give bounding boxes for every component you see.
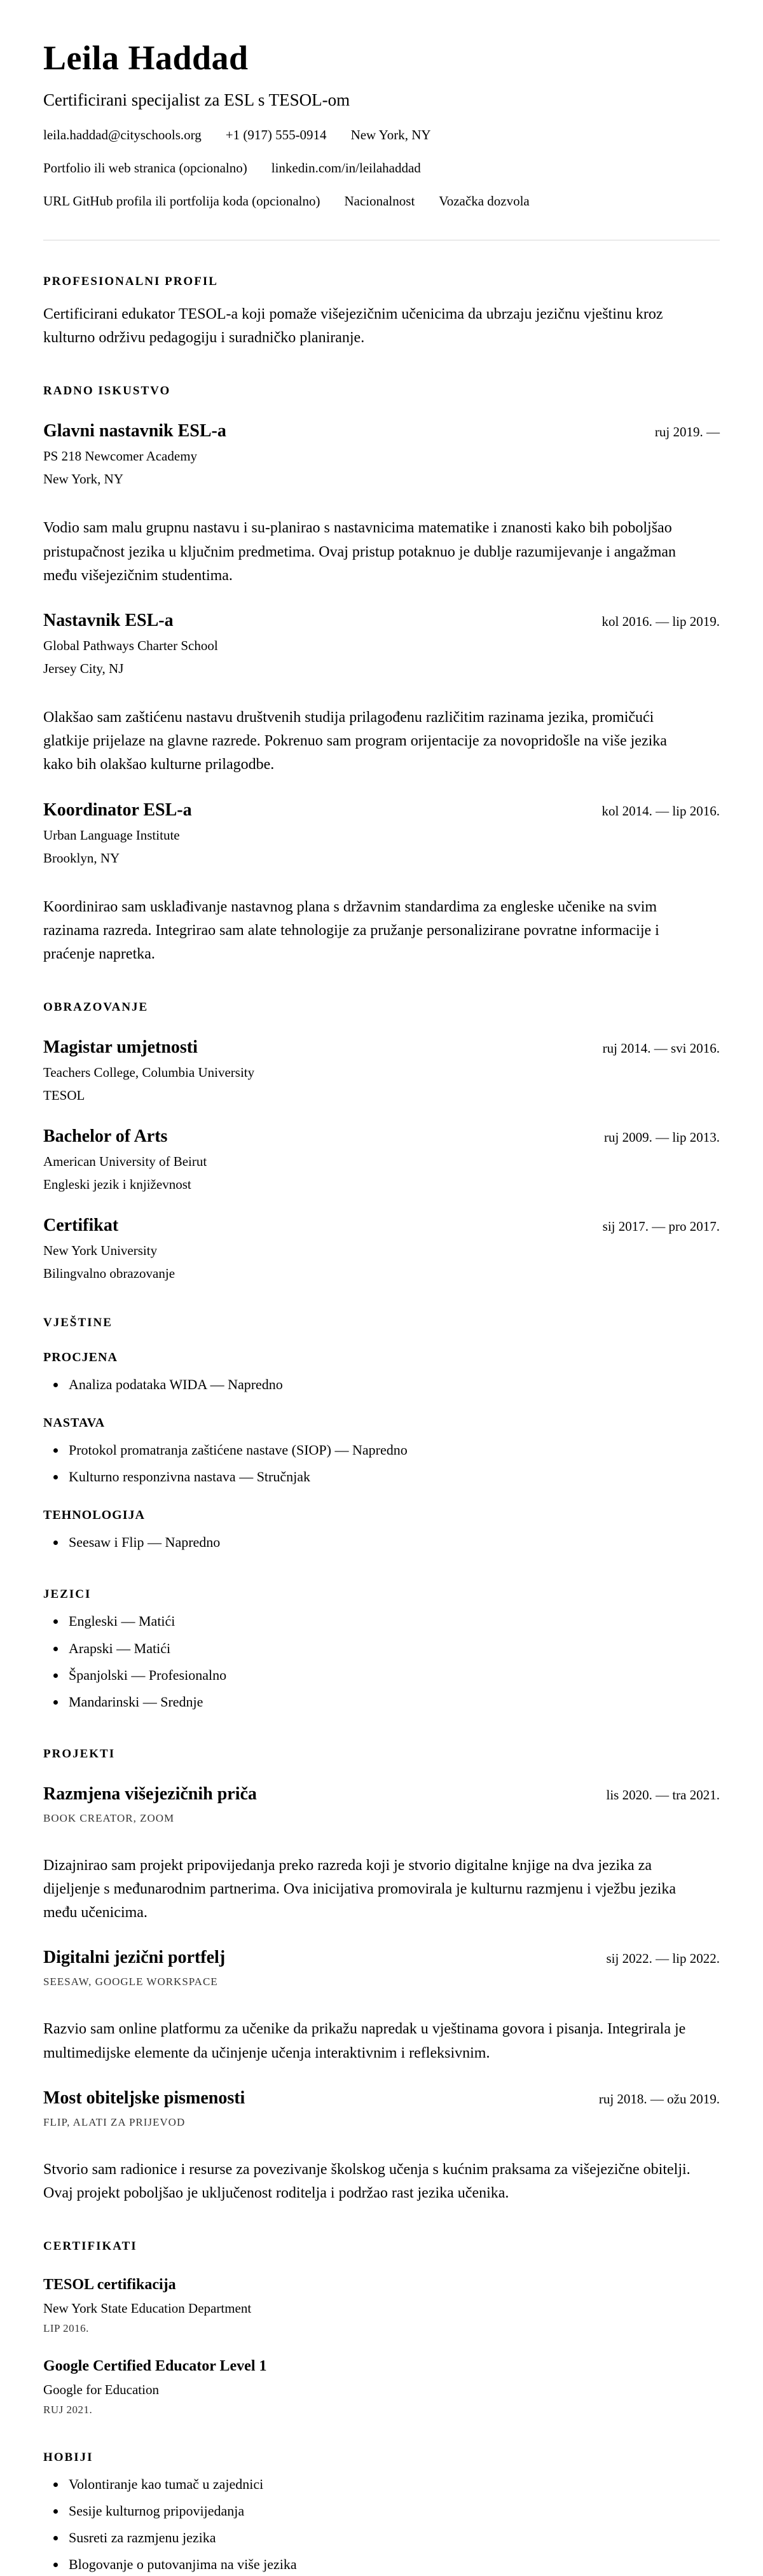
experience-item: [43, 800, 720, 967]
skill-list: [43, 1374, 720, 1395]
job-date-range: kol 2014. — lip 2016.: [601, 803, 720, 819]
education-item-header: [43, 1215, 720, 1236]
certificate-item: [43, 2276, 720, 2335]
experience-item-header: [43, 800, 720, 821]
project-item: [43, 2088, 720, 2205]
education-item: [43, 1215, 720, 1282]
project-item-header: [43, 1784, 720, 1804]
contact-nationality-placeholder: Nacionalnost: [344, 193, 415, 209]
section-hobbies: [43, 2451, 720, 2575]
contact-row-3: [43, 193, 720, 209]
experience-item-header: [43, 421, 720, 441]
job-location: Brooklyn, NY: [43, 850, 120, 866]
project-description: Razvio sam online platformu za učenike da prikažu napredak u vještinama govora i pisanja. Integrirala je multimedijske elemente da učinjenje učenja interaktivnim i refleksivnim.: [43, 2021, 686, 2061]
project-tools: FLIP, ALATI ZA PRIJEVOD: [43, 2116, 186, 2128]
job-description: Vodio sam malu grupnu nastavu i su-planirao s nastavnicima matematike i znanosti kako bih poboljšao pristupačnost jezika u ključnim predmetima. Ovaj pristup potaknuo je dublje razumijevanje i angažman među višejezičnim studentima.: [43, 520, 677, 584]
education-field: Engleski jezik i književnost: [43, 1177, 191, 1193]
project-description: Dizajnirao sam projekt pripovijedanja preko razreda koji je stvorio digitalne knjige na dva jezika za dijeljenje s međunarodnim partnerima. Ova inicijativa promovirala je kulturnu razmjenu i vježbu jezika među učenicima.: [43, 1857, 676, 1922]
education-date-range: ruj 2014. — svi 2016.: [602, 1041, 720, 1056]
project-date-range: sij 2022. — lip 2022.: [606, 1951, 720, 1967]
hobby-item: • Susreti za razmjenu jezika: [66, 2527, 720, 2549]
hobby-item: • Blogovanje o putovanjima na više jezika: [66, 2554, 720, 2575]
skill-group-name: TEHNOLOGIJA: [43, 1508, 145, 1523]
education-item: [43, 1126, 720, 1193]
job-title: Koordinator ESL-a: [43, 800, 192, 820]
project-date-range: lis 2020. — tra 2021.: [606, 1787, 720, 1803]
section-heading-skills: VJEŠTINE: [43, 1316, 113, 1330]
resume-header: [43, 38, 720, 209]
hobby-item: • Volontiranje kao tumač u zajednici: [66, 2474, 720, 2495]
degree-title: Certifikat: [43, 1215, 119, 1236]
skill-item: • Analiza podataka WIDA — Napredno: [66, 1374, 720, 1395]
job-date-range: ruj 2019. —: [654, 424, 720, 440]
project-item: [43, 1948, 720, 2065]
skill-item: • Seesaw i Flip — Napredno: [66, 1532, 720, 1553]
skill-group-name: PROCJENA: [43, 1350, 118, 1365]
project-title: Razmjena višejezičnih priča: [43, 1783, 257, 1804]
section-profile: [43, 275, 720, 350]
section-experience: [43, 384, 720, 966]
job-description: Olakšao sam zaštićenu nastavu društvenih studija prilagođenu različitim razinama jezika, promičući glatkije prijelaze na glavne razrede. Pokrenuo sam program orijentacije za novopridošle na više jezika kako bih olakšao kulturne prilagodbe.: [43, 709, 667, 773]
section-projects: [43, 1747, 720, 2205]
section-heading-profile: PROFESIONALNI PROFIL: [43, 275, 218, 288]
project-description: Stvorio sam radionice i resurse za povezivanje školskog učenja s kućnim praksama za višejezične obitelji. Ovaj projekt poboljšao je uključenost roditelja i podržao rast jezika učenika.: [43, 2161, 691, 2201]
project-tools: SEESAW, GOOGLE WORKSPACE: [43, 1976, 218, 1988]
section-heading-certificates: CERTIFIKATI: [43, 2240, 137, 2254]
contact-linkedin: linkedin.com/in/leilahaddad: [271, 160, 421, 176]
skill-item: • Protokol promatranja zaštićene nastave (SIOP) — Napredno: [66, 1439, 720, 1461]
section-skills: [43, 1316, 720, 1553]
profile-text: Certificirani edukator TESOL-a koji pomaže višejezičnim učenicima da ubrzaju jezičnu vještinu kroz kulturno održivu pedagogiju i suradničko planiranje.: [43, 306, 663, 347]
education-field: Bilingvalno obrazovanje: [43, 1266, 175, 1282]
section-heading-hobbies: HOBIJI: [43, 2451, 93, 2465]
job-date-range: kol 2016. — lip 2019.: [601, 613, 720, 629]
contact-phone: +1 (917) 555-0914: [225, 127, 327, 142]
education-item-header: [43, 1126, 720, 1147]
contact-location: New York, NY: [350, 127, 431, 142]
language-list: [43, 1610, 720, 1712]
person-job-title: Certificirani specijalist za ESL s TESOL-om: [43, 90, 350, 109]
job-location: New York, NY: [43, 471, 124, 487]
language-item: • Mandarinski — Srednje: [66, 1691, 720, 1713]
language-item: • Arapski — Matići: [66, 1638, 720, 1659]
contact-portfolio-placeholder: Portfolio ili web stranica (opcionalno): [43, 160, 247, 176]
education-date-range: sij 2017. — pro 2017.: [602, 1219, 720, 1235]
certificate-date: LIP 2016.: [43, 2322, 89, 2335]
section-heading-education: OBRAZOVANJE: [43, 1001, 149, 1014]
certificate-title: Google Certified Educator Level 1: [43, 2358, 267, 2375]
degree-title: Magistar umjetnosti: [43, 1037, 198, 1058]
education-date-range: ruj 2009. — lip 2013.: [604, 1130, 720, 1146]
experience-item: [43, 611, 720, 777]
job-company: Global Pathways Charter School: [43, 637, 218, 653]
section-languages: [43, 1588, 720, 1712]
project-date-range: ruj 2018. — ožu 2019.: [598, 2091, 720, 2107]
job-location: Jersey City, NJ: [43, 660, 124, 676]
section-heading-languages: JEZICI: [43, 1588, 92, 1602]
contact-row-2: [43, 160, 720, 176]
experience-item: [43, 421, 720, 588]
section-heading-projects: PROJEKTI: [43, 1747, 116, 1761]
education-school: American University of Beirut: [43, 1154, 207, 1170]
job-company: Urban Language Institute: [43, 827, 180, 843]
job-title: Glavni nastavnik ESL-a: [43, 421, 226, 441]
project-item-header: [43, 2088, 720, 2109]
contact-email: leila.haddad@cityschools.org: [43, 127, 202, 142]
contact-github-placeholder: URL GitHub profila ili portfolija koda (opcionalno): [43, 193, 320, 209]
skill-group-name: NASTAVA: [43, 1416, 106, 1430]
section-education: [43, 1001, 720, 1282]
education-field: TESOL: [43, 1088, 85, 1104]
language-item: • Engleski — Matići: [66, 1610, 720, 1632]
hobby-item: • Sesije kulturnog pripovijedanja: [66, 2500, 720, 2522]
project-title: Digitalni jezični portfelj: [43, 1948, 226, 1968]
job-company: PS 218 Newcomer Academy: [43, 448, 198, 464]
language-item: • Španjolski — Profesionalno: [66, 1665, 720, 1686]
contact-driving-license-placeholder: Vozačka dozvola: [439, 193, 530, 209]
section-certificates: [43, 2240, 720, 2416]
certificate-title: TESOL certifikacija: [43, 2276, 176, 2294]
skill-list: [43, 1532, 720, 1553]
project-title: Most obiteljske pismenosti: [43, 2088, 245, 2108]
hobby-list: [43, 2474, 720, 2575]
skill-list: [43, 1439, 720, 1488]
experience-item-header: [43, 611, 720, 631]
degree-title: Bachelor of Arts: [43, 1126, 168, 1147]
section-heading-experience: RADNO ISKUSTVO: [43, 384, 171, 398]
job-title: Nastavnik ESL-a: [43, 610, 174, 630]
project-item: [43, 1784, 720, 1925]
job-description: Koordinirao sam usklađivanje nastavnog plana s državnim standardima za engleske učenike na svim razinama razreda. Integrirao sam alate tehnologije za pružanje personalizirane povratne informacije i praćenje napretka.: [43, 898, 659, 962]
education-item: [43, 1037, 720, 1104]
certificate-issuer: New York State Education Department: [43, 2301, 252, 2316]
certificate-issuer: Google for Education: [43, 2382, 159, 2398]
education-item-header: [43, 1037, 720, 1058]
person-name: Leila Haddad: [43, 39, 249, 77]
education-school: New York University: [43, 1243, 158, 1259]
certificate-date: RUJ 2021.: [43, 2404, 93, 2416]
project-item-header: [43, 1948, 720, 1968]
contact-row-1: [43, 127, 720, 143]
skill-item: • Kulturno responzivna nastava — Stručnjak: [66, 1466, 720, 1488]
certificate-item: [43, 2358, 720, 2416]
education-school: Teachers College, Columbia University: [43, 1065, 255, 1081]
project-tools: BOOK CREATOR, ZOOM: [43, 1811, 175, 1824]
